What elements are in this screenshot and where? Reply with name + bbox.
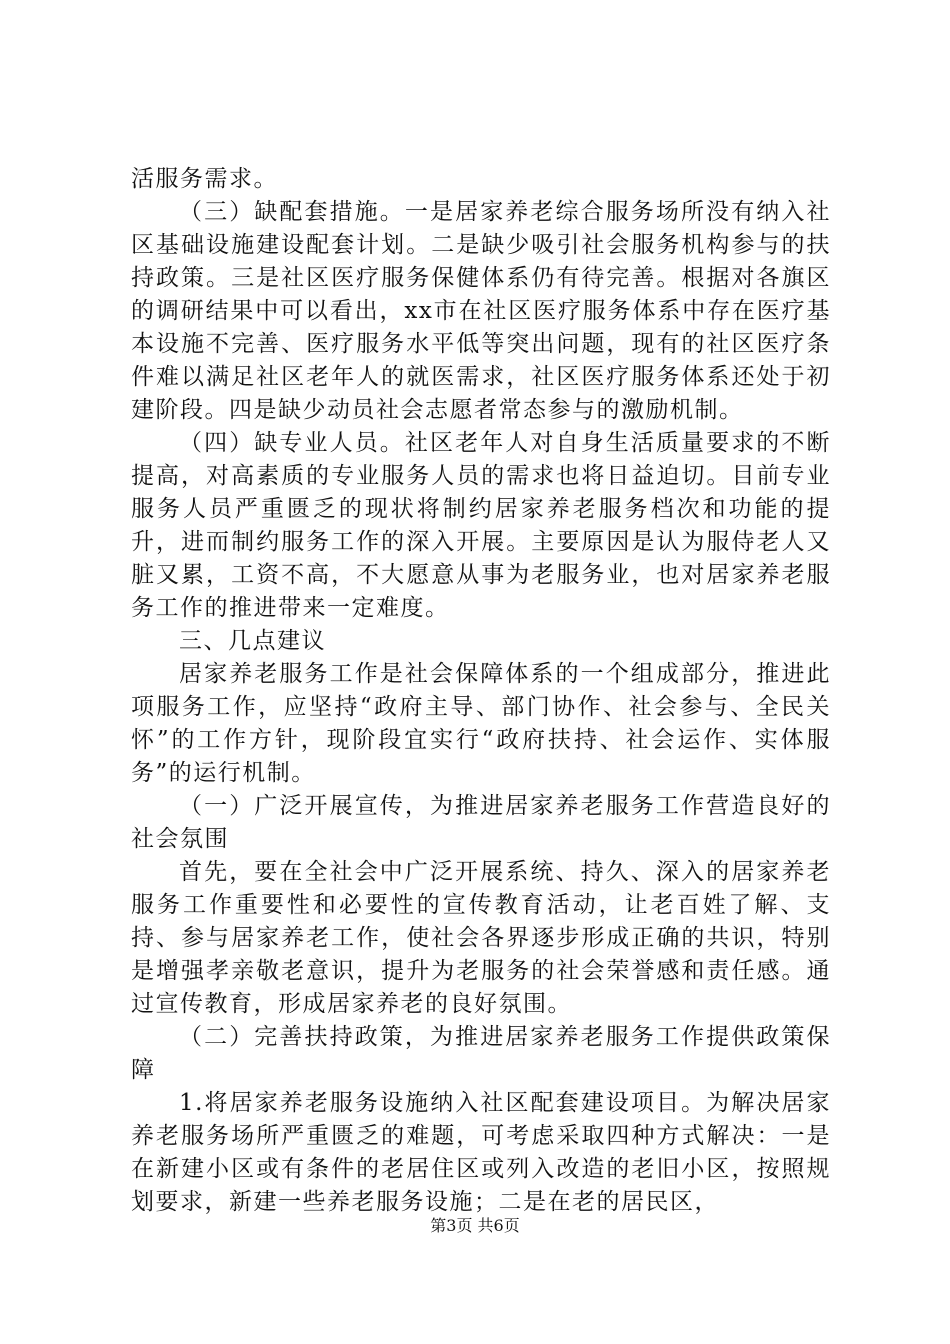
paragraph-section-three: （三）缺配套措施。一是居家养老综合服务场所没有纳入社区基础设施建设配套计划。二是缺少吸引社会服务机构参与的扶持政策。三是社区医疗服务保健体系仍有待完善。根据对各旗区的调研结果中可以看出，xx市在社区医疗服务体系中存在医疗基本设施不完善、医疗服务水平低等突出问题，现有的社区医疗条件难以满足社区老年人的就医需求，社区医疗服务体系还处于初建阶段。四是缺少动员社会志愿者常态参与的激励机制。 — [131, 199, 831, 423]
paragraph-suggestions-intro: 居家养老服务工作是社会保障体系的一个组成部分，推进此项服务工作，应坚持“政府主导、部门协作、社会参与、全民关怀”的工作方针，现阶段宜实行“政府扶持、社会运作、实体服务”的运行机制。 — [131, 661, 831, 786]
section-heading-suggestions: 三、几点建议 — [179, 628, 326, 654]
paragraph-publicity: 首先，要在全社会中广泛开展系统、持久、深入的居家养老服务工作重要性和必要性的宣传教育活动，让老百姓了解、支持、参与居家养老工作，使社会各界逐步形成正确的共识，特别是增强孝亲敬老意识，提升为老服务的社会荣誉感和责任感。通过宣传教育，形成居家养老的良好氛围。 — [131, 859, 831, 1017]
paragraph-facilities: 1.将居家养老服务设施纳入社区配套建设项目。为解决居家养老服务场所严重匮乏的难题，可考虑采取四种方式解决：一是在新建小区或有条件的老居住区或列入改造的老旧小区，按照规划要求，新建一些养老服务设施；二是在老的居民区， — [131, 1090, 831, 1215]
subheading-publicity: （一）广泛开展宣传，为推进居家养老服务工作营造良好的社会氛围 — [131, 793, 831, 852]
paragraph-continuation: 活服务需求。 — [131, 166, 278, 192]
subheading-policy: （二）完善扶持政策，为推进居家养老服务工作提供政策保障 — [131, 1024, 831, 1083]
paragraph-section-four: （四）缺专业人员。社区老年人对自身生活质量要求的不断提高，对高素质的专业服务人员的需求也将日益迫切。目前专业服务人员严重匮乏的现状将制约居家养老服务档次和功能的提升，进而制约服务工作的深入开展。主要原因是认为服侍老人又脏又累，工资不高，不大愿意从事为老服务业，也对居家养老服务工作的推进带来一定难度。 — [131, 430, 831, 621]
page-footer: 第3页 共6页 — [430, 1216, 520, 1235]
document-body — [131, 163, 831, 1219]
